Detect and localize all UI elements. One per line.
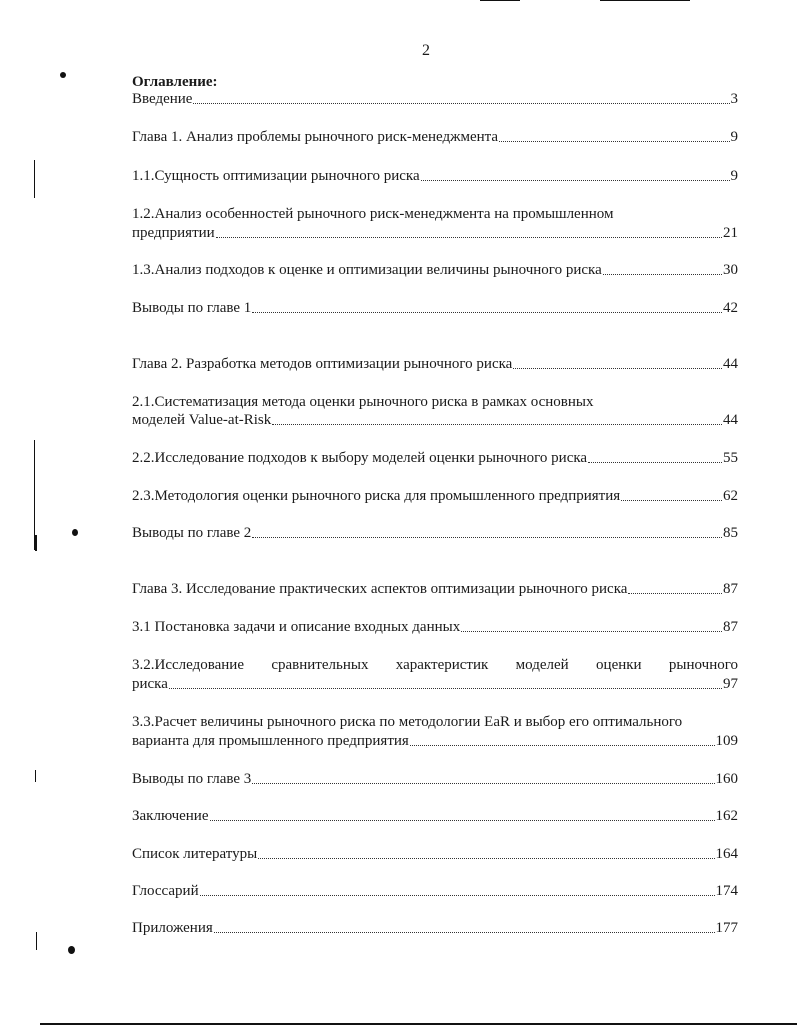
toc-entry-conclusions-3[interactable] (132, 770, 738, 788)
toc-entry-page: 9 (730, 129, 738, 145)
toc-entry-conclusions-1[interactable] (132, 299, 738, 317)
dot-leader (410, 744, 715, 746)
toc-entry-title: варианта для промышленного предприятия (132, 733, 409, 749)
toc-entry-page: 21 (723, 225, 738, 241)
dot-leader (513, 367, 722, 369)
dot-leader (210, 819, 715, 821)
scan-speck (60, 72, 66, 78)
dot-leader (461, 630, 722, 632)
toc-entry-3-2-line1: 3.2.Исследование сравнительных характеристик моделей оценки рыночного (132, 657, 738, 673)
dot-leader (621, 499, 722, 501)
toc-entry-glossary[interactable] (132, 882, 738, 900)
toc-entry-chapter-2[interactable] (132, 355, 738, 373)
toc-entry-page: 160 (715, 771, 738, 787)
toc-entry-title: Заключение (132, 808, 209, 824)
toc-entry-3-2[interactable] (132, 675, 738, 693)
scan-artifact-top-right (600, 0, 690, 1)
toc-entry-page: 30 (723, 262, 738, 278)
scan-margin-line (34, 440, 35, 550)
toc-entry-title: 1.3.Анализ подходов к оценке и оптимизации величины рыночного риска (132, 262, 602, 278)
toc-entry-page: 162 (715, 808, 738, 824)
toc-entry-title: предприятии (132, 225, 215, 241)
toc-entry-chapter-1[interactable] (132, 128, 738, 146)
toc-entry-3-1[interactable] (132, 618, 738, 636)
scan-artifact-top-left (480, 0, 520, 1)
scan-bottom-edge (40, 1023, 797, 1025)
toc-entry-page: 87 (723, 619, 738, 635)
toc-entry-conclusions-2[interactable] (132, 524, 738, 542)
toc-entry-title: Глава 1. Анализ проблемы рыночного риск-менеджмента (132, 129, 499, 145)
dot-leader (258, 857, 714, 859)
dot-leader (628, 592, 722, 594)
toc-entry-page: 62 (723, 488, 738, 504)
toc-entry-page: 164 (715, 846, 738, 862)
toc-entry-page: 44 (723, 412, 738, 428)
toc-entry-title: Выводы по главе 3 (132, 771, 252, 787)
toc-entry-title: Глоссарий (132, 883, 199, 899)
page-number: 2 (422, 42, 430, 59)
toc-entry-title: Введение (132, 91, 193, 107)
scan-speck (68, 946, 75, 954)
toc-entry-title: Приложения (132, 920, 213, 936)
scan-margin-mark (35, 535, 37, 551)
toc-entry-2-3[interactable] (132, 487, 738, 505)
dot-leader (588, 461, 722, 463)
toc-entry-title: 2.3.Методология оценки рыночного риска для промышленного предприятия (132, 488, 621, 504)
toc-entry-page: 174 (715, 883, 738, 899)
toc-entry-1-1[interactable] (132, 167, 738, 185)
toc-entry-title: 1.1.Сущность оптимизации рыночного риска (132, 168, 420, 184)
toc-entry-title: 2.2.Исследование подходов к выбору моделей оценки рыночного риска (132, 450, 588, 466)
dot-leader (421, 179, 730, 181)
toc-entry-2-2[interactable] (132, 449, 738, 467)
toc-entry-2-1-line1: 2.1.Систематизация метода оценки рыночного риска в рамках основных (132, 394, 594, 410)
toc-entry-3-3[interactable] (132, 732, 738, 750)
dot-leader (252, 536, 722, 538)
dot-leader (200, 894, 715, 896)
toc-entry-page: 109 (715, 733, 738, 749)
dot-leader (603, 273, 722, 275)
toc-entry-page: 85 (723, 525, 738, 541)
toc-heading: Оглавление: (132, 74, 218, 90)
dot-leader (499, 140, 729, 142)
toc-entry-page: 97 (723, 676, 738, 692)
toc-entry-title: риска (132, 676, 168, 692)
toc-entry-page: 87 (723, 581, 738, 597)
toc-entry-page: 44 (723, 356, 738, 372)
scan-margin-line (34, 160, 35, 198)
toc-entry-title: Глава 2. Разработка методов оптимизации рыночного риска (132, 356, 513, 372)
toc-entry-title: моделей Value-at-Risk (132, 412, 272, 428)
toc-entry-1-3[interactable] (132, 261, 738, 279)
toc-entry-title: Список литературы (132, 846, 258, 862)
toc-entry-title: Выводы по главе 2 (132, 525, 252, 541)
toc-entry-3-3-line1: 3.3.Расчет величины рыночного риска по методологии EaR и выбор его оптимального (132, 714, 683, 730)
toc-entry-page: 177 (715, 920, 738, 936)
dot-leader (252, 311, 722, 313)
dot-leader (252, 782, 714, 784)
toc-entry-1-2-line1: 1.2.Анализ особенностей рыночного риск-менеджмента на промышленном (132, 206, 614, 222)
dot-leader (272, 423, 722, 425)
scan-margin-line (35, 770, 36, 782)
toc-entry-introduction[interactable] (132, 90, 738, 108)
toc-entry-title: Глава 3. Исследование практических аспектов оптимизации рыночного риска (132, 581, 628, 597)
toc-entry-page: 42 (723, 300, 738, 316)
toc-entry-1-2[interactable] (132, 224, 738, 242)
toc-entry-appendices[interactable] (132, 919, 738, 937)
dot-leader (216, 236, 722, 238)
toc-entry-title: 3.1 Постановка задачи и описание входных данных (132, 619, 461, 635)
toc-entry-conclusion[interactable] (132, 807, 738, 825)
toc-entry-page: 9 (730, 168, 738, 184)
dot-leader (169, 687, 722, 689)
dot-leader (214, 931, 715, 933)
toc-entry-chapter-3[interactable] (132, 580, 738, 598)
toc-entry-2-1[interactable] (132, 411, 738, 429)
toc-entry-title: Выводы по главе 1 (132, 300, 252, 316)
toc-entry-page: 3 (730, 91, 738, 107)
toc-entry-references[interactable] (132, 845, 738, 863)
scan-speck (72, 529, 78, 536)
dot-leader (193, 102, 729, 104)
toc-entry-page: 55 (723, 450, 738, 466)
scan-margin-line (36, 932, 37, 950)
